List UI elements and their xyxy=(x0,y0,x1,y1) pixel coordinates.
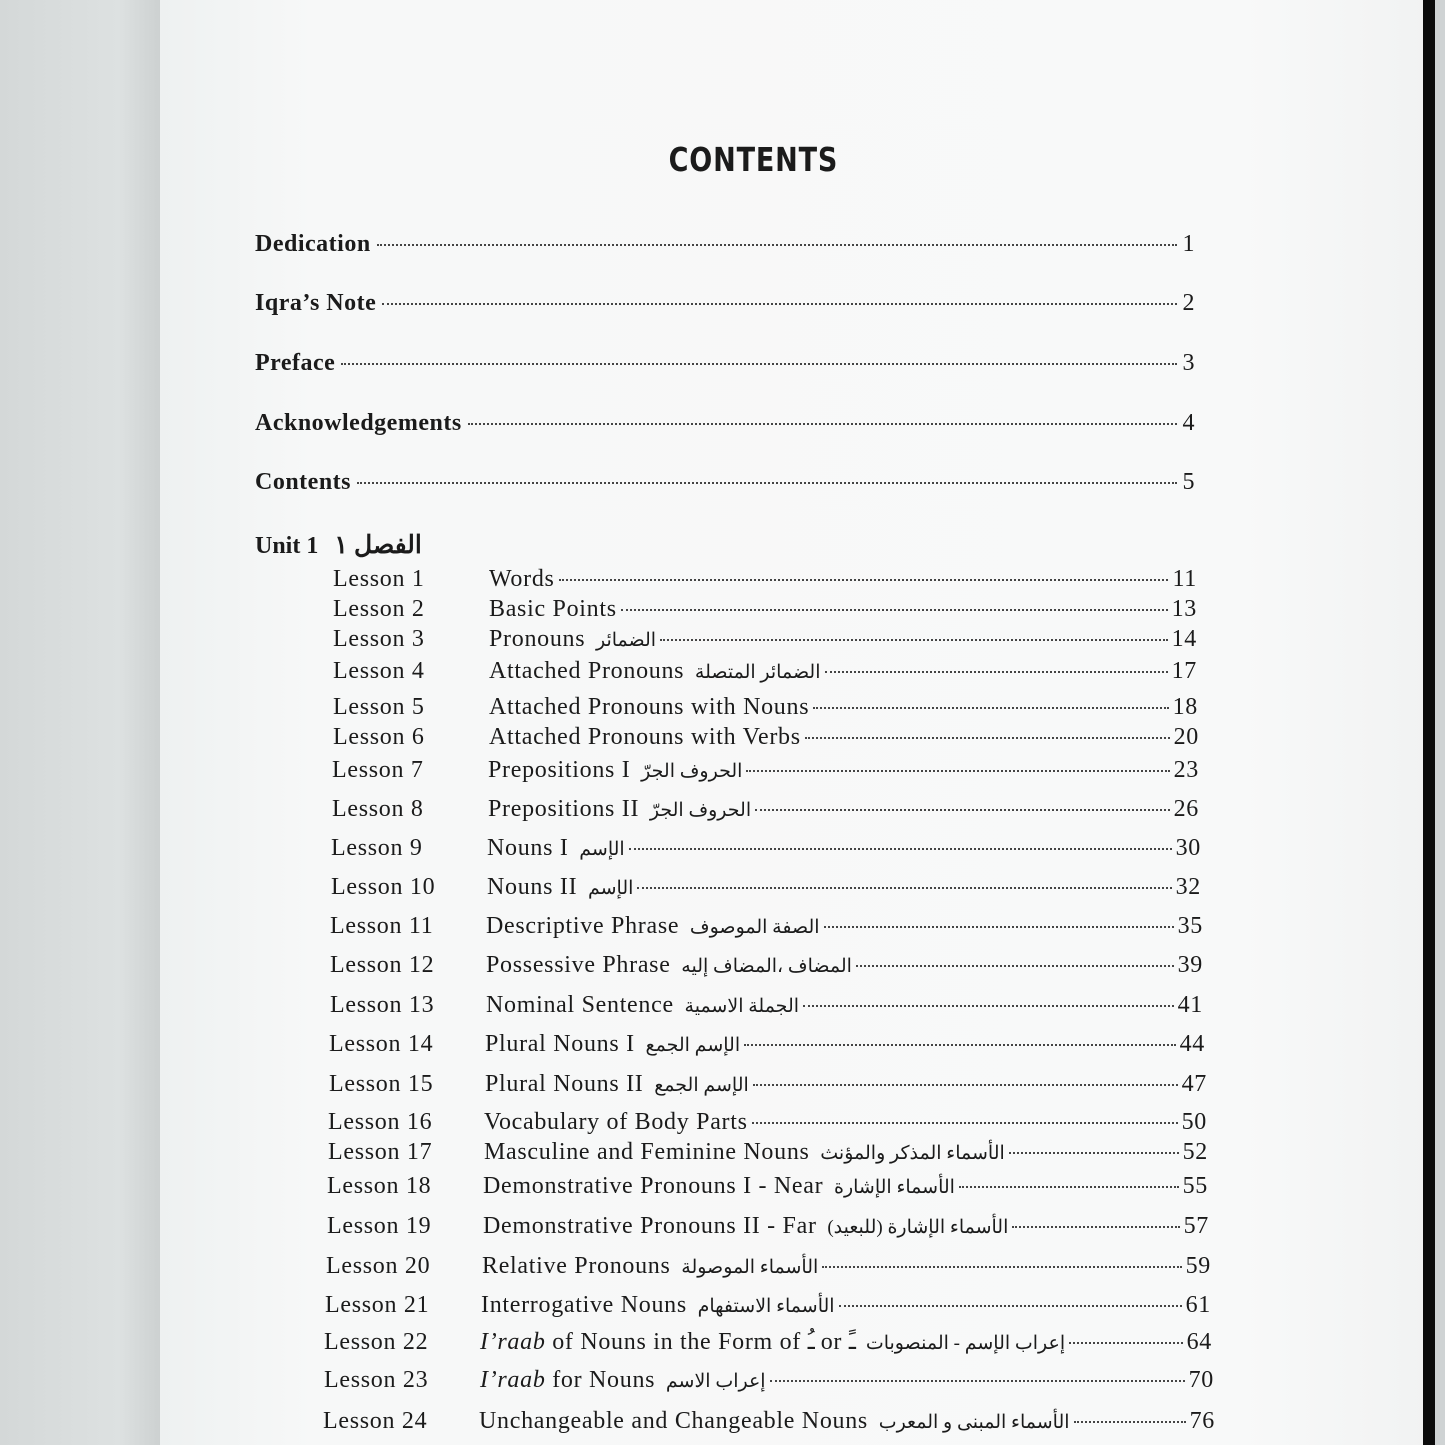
dot-leader xyxy=(629,848,1172,850)
lesson-topic: Vocabulary of Body Parts xyxy=(484,1109,748,1135)
lesson-topic: Relative Pronouns xyxy=(482,1253,671,1279)
lesson-entry[interactable] xyxy=(331,874,1201,901)
page-title: CONTENTS xyxy=(668,140,839,179)
page-number: 44 xyxy=(1179,1031,1205,1057)
dot-leader xyxy=(959,1186,1179,1188)
page-number: 13 xyxy=(1171,596,1197,622)
lesson-number: Lesson 11 xyxy=(330,913,434,939)
lesson-topic: Descriptive Phrase xyxy=(486,913,680,939)
page-edge-shadow xyxy=(1423,0,1435,1445)
lesson-arabic: الأسماء المبنى و المعرب xyxy=(878,1412,1070,1433)
page-number: 5 xyxy=(1182,469,1195,495)
dot-leader xyxy=(341,363,1176,365)
lesson-arabic: الإسم الجمع xyxy=(645,1035,741,1056)
lesson-title xyxy=(489,626,656,653)
lesson-topic: Nouns II xyxy=(487,874,578,900)
lesson-number: Lesson 6 xyxy=(333,724,425,750)
lesson-title xyxy=(486,992,799,1019)
lesson-arabic: إعراب الاسم xyxy=(665,1371,766,1392)
unit-arabic: الفصل ١ xyxy=(334,532,422,559)
page-number: 3 xyxy=(1182,350,1195,376)
dot-leader xyxy=(382,303,1176,305)
unit-heading xyxy=(255,530,422,560)
page-number: 50 xyxy=(1181,1109,1207,1135)
lesson-entry[interactable] xyxy=(325,1292,1211,1319)
lesson-topic: Prepositions I xyxy=(488,757,631,783)
lesson-entry[interactable] xyxy=(324,1367,1214,1394)
lesson-entry[interactable] xyxy=(328,1109,1207,1136)
lesson-entry[interactable] xyxy=(329,1071,1207,1098)
page-number: 18 xyxy=(1172,694,1198,720)
lesson-topic: Nominal Sentence xyxy=(486,992,674,1018)
page-number: 23 xyxy=(1173,757,1199,783)
lesson-number: Lesson 22 xyxy=(324,1329,429,1355)
lesson-topic: Basic Points xyxy=(489,596,617,622)
lesson-arabic: الإسم الجمع xyxy=(654,1075,749,1096)
lesson-topic: Words xyxy=(489,566,555,592)
dot-leader xyxy=(660,639,1168,641)
lesson-topic: of Nouns in the Form of ـُ or ـً xyxy=(545,1329,856,1355)
unit-label: Unit 1 xyxy=(255,533,319,559)
page-number: 59 xyxy=(1185,1253,1211,1279)
lesson-entry[interactable] xyxy=(328,1139,1208,1166)
lesson-title xyxy=(483,1173,955,1200)
lesson-title xyxy=(487,874,633,901)
lesson-entry[interactable] xyxy=(327,1173,1208,1200)
lesson-number: Lesson 16 xyxy=(328,1109,433,1135)
page-number: 39 xyxy=(1177,952,1203,978)
lesson-number: Lesson 2 xyxy=(333,596,425,622)
page-number: 14 xyxy=(1171,626,1197,652)
dot-leader xyxy=(1009,1152,1179,1154)
lesson-title xyxy=(489,566,555,593)
lesson-entry[interactable] xyxy=(323,1408,1215,1435)
dot-leader xyxy=(746,770,1169,772)
lesson-number: Lesson 9 xyxy=(331,835,423,861)
entry-label: Dedication xyxy=(255,231,371,257)
dot-leader xyxy=(744,1044,1175,1046)
dot-leader xyxy=(856,965,1174,967)
dot-leader xyxy=(755,809,1169,811)
dot-leader xyxy=(803,1005,1174,1007)
lesson-title xyxy=(479,1408,1070,1435)
lesson-arabic: الحروف الجرّ xyxy=(649,800,752,821)
lesson-entry[interactable] xyxy=(324,1327,1212,1356)
lesson-number: Lesson 14 xyxy=(329,1031,434,1057)
lesson-topic: Attached Pronouns with Nouns xyxy=(489,694,810,720)
lesson-title xyxy=(480,1327,1065,1356)
lesson-arabic: الضمائر المتصلة xyxy=(694,662,821,683)
lesson-topic: Unchangeable and Changeable Nouns xyxy=(479,1408,868,1434)
lesson-arabic: إعراب الإسم - المنصوبات xyxy=(865,1333,1066,1354)
lesson-arabic: الحروف الجرّ xyxy=(641,761,743,782)
page-number: 30 xyxy=(1175,835,1201,861)
lesson-number: Lesson 13 xyxy=(330,992,435,1018)
lesson-number: Lesson 19 xyxy=(327,1213,432,1239)
dot-leader xyxy=(824,926,1174,928)
page-number: 20 xyxy=(1173,724,1199,750)
entry-label: Acknowledgements xyxy=(255,410,462,436)
lesson-title xyxy=(485,1071,749,1098)
lesson-title xyxy=(481,1292,835,1319)
page-number: 70 xyxy=(1188,1367,1214,1393)
lesson-topic-italic: I’raab xyxy=(480,1329,546,1355)
lesson-number: Lesson 24 xyxy=(323,1408,428,1434)
lesson-arabic: الأسماء الإشارة xyxy=(834,1177,955,1198)
dot-leader xyxy=(839,1305,1182,1307)
lesson-number: Lesson 7 xyxy=(332,757,424,783)
dot-leader xyxy=(1074,1421,1186,1423)
front-matter-entry[interactable] xyxy=(255,469,1195,496)
lesson-title xyxy=(485,1031,740,1058)
lesson-topic: for Nouns xyxy=(545,1367,656,1393)
dot-leader xyxy=(377,244,1177,246)
lesson-title xyxy=(486,952,852,979)
lesson-entry[interactable] xyxy=(333,626,1197,653)
page-number: 26 xyxy=(1173,796,1199,822)
lesson-number: Lesson 15 xyxy=(329,1071,434,1097)
entry-label: Iqra’s Note xyxy=(255,290,377,316)
page-number: 2 xyxy=(1182,290,1195,316)
lesson-title xyxy=(484,1109,748,1136)
lesson-entry[interactable] xyxy=(333,596,1197,623)
page-number: 11 xyxy=(1172,566,1197,592)
page-number: 55 xyxy=(1182,1173,1208,1199)
lesson-title xyxy=(487,835,625,862)
lesson-number: Lesson 23 xyxy=(324,1367,429,1393)
lesson-entry[interactable] xyxy=(333,566,1197,593)
dot-leader xyxy=(822,1266,1181,1268)
lesson-title xyxy=(488,796,751,823)
lesson-number: Lesson 10 xyxy=(331,874,436,900)
lesson-number: Lesson 5 xyxy=(333,694,425,720)
lesson-entry[interactable] xyxy=(333,694,1198,721)
lesson-topic: Interrogative Nouns xyxy=(481,1292,687,1318)
lesson-entry[interactable] xyxy=(327,1213,1209,1240)
dot-leader xyxy=(1012,1226,1179,1228)
page-number: 1 xyxy=(1182,231,1195,257)
front-matter-entry[interactable] xyxy=(255,231,1195,258)
lesson-number: Lesson 1 xyxy=(333,566,425,592)
dot-leader xyxy=(805,737,1170,739)
lesson-title xyxy=(489,596,617,623)
lesson-title xyxy=(486,913,820,940)
lesson-topic: Nouns I xyxy=(487,835,569,861)
page-number: 32 xyxy=(1175,874,1201,900)
lesson-entry[interactable] xyxy=(333,724,1199,751)
page-number: 41 xyxy=(1177,992,1203,1018)
lesson-number: Lesson 20 xyxy=(326,1253,431,1279)
lesson-arabic: الإسم xyxy=(587,878,634,899)
page-number: 47 xyxy=(1181,1071,1207,1097)
lesson-topic: Masculine and Feminine Nouns xyxy=(484,1139,810,1165)
dot-leader xyxy=(813,707,1168,709)
lesson-arabic: الصفة الموصوف xyxy=(689,917,820,938)
lesson-arabic: الأسماء الإشارة (للبعيد) xyxy=(827,1217,1009,1238)
lesson-entry[interactable] xyxy=(330,992,1203,1019)
lesson-number: Lesson 17 xyxy=(328,1139,433,1165)
lesson-number: Lesson 21 xyxy=(325,1292,430,1318)
lesson-title xyxy=(489,694,809,721)
dot-leader xyxy=(770,1380,1185,1382)
lesson-topic: Attached Pronouns xyxy=(489,658,685,684)
lesson-number: Lesson 12 xyxy=(330,952,435,978)
lesson-topic: Attached Pronouns with Verbs xyxy=(489,724,801,750)
front-matter-entry[interactable] xyxy=(255,350,1195,377)
page-number: 17 xyxy=(1171,658,1197,684)
lesson-title xyxy=(489,658,821,685)
lesson-arabic: المضاف ،المضاف إليه xyxy=(681,956,852,977)
lesson-entry[interactable] xyxy=(329,1031,1205,1058)
lesson-entry[interactable] xyxy=(326,1253,1211,1280)
page-number: 76 xyxy=(1189,1408,1215,1434)
front-matter-entry[interactable] xyxy=(255,290,1195,317)
dot-leader xyxy=(753,1084,1178,1086)
lesson-topic: Possessive Phrase xyxy=(486,952,671,978)
lesson-topic: Demonstrative Pronouns I - Near xyxy=(483,1173,824,1199)
lesson-entry[interactable] xyxy=(332,757,1199,784)
lesson-entry[interactable] xyxy=(332,796,1199,823)
lesson-title xyxy=(483,1213,1008,1240)
dot-leader xyxy=(752,1122,1178,1124)
lesson-arabic: الضمائر xyxy=(595,630,657,651)
dot-leader xyxy=(637,887,1171,889)
lesson-topic-italic: I’raab xyxy=(480,1367,546,1393)
lesson-title xyxy=(482,1253,818,1280)
lesson-number: Lesson 3 xyxy=(333,626,425,652)
lesson-arabic: الجملة الاسمية xyxy=(684,996,800,1017)
lesson-topic: Plural Nouns I xyxy=(485,1031,635,1057)
page-number: 35 xyxy=(1177,913,1203,939)
page-number: 4 xyxy=(1182,410,1195,436)
lesson-arabic: الأسماء الموصولة xyxy=(681,1257,819,1278)
lesson-entry[interactable] xyxy=(333,658,1197,685)
lesson-arabic: الأسماء الاستفهام xyxy=(697,1296,835,1317)
lesson-number: Lesson 8 xyxy=(332,796,424,822)
page-number: 64 xyxy=(1186,1329,1212,1355)
page-number: 57 xyxy=(1183,1213,1209,1239)
page-number: 52 xyxy=(1182,1139,1208,1165)
lesson-entry[interactable] xyxy=(331,835,1201,862)
lesson-number: Lesson 18 xyxy=(327,1173,432,1199)
front-matter-entry[interactable] xyxy=(255,410,1195,437)
page-number: 61 xyxy=(1185,1292,1211,1318)
lesson-topic: Prepositions II xyxy=(488,796,640,822)
lesson-arabic: الأسماء المذكر والمؤنث xyxy=(820,1143,1005,1164)
lesson-title xyxy=(480,1367,766,1394)
lesson-number: Lesson 4 xyxy=(333,658,425,684)
lesson-title xyxy=(489,724,801,751)
entry-label: Contents xyxy=(255,469,352,495)
lesson-arabic: الإسم xyxy=(579,839,625,860)
dot-leader xyxy=(825,671,1168,673)
lesson-topic: Pronouns xyxy=(489,626,586,652)
lesson-title xyxy=(484,1139,1005,1166)
dot-leader xyxy=(621,609,1168,611)
entry-label: Preface xyxy=(255,350,336,376)
lesson-entry[interactable] xyxy=(330,913,1203,940)
left-page-edge xyxy=(0,0,170,1445)
lesson-entry[interactable] xyxy=(330,952,1203,979)
lesson-title xyxy=(488,757,742,784)
dot-leader xyxy=(559,579,1169,581)
dot-leader xyxy=(357,482,1176,484)
dot-leader xyxy=(1069,1342,1182,1344)
lesson-topic: Plural Nouns II xyxy=(485,1071,644,1097)
lesson-topic: Demonstrative Pronouns II - Far xyxy=(483,1213,817,1239)
dot-leader xyxy=(468,423,1177,425)
